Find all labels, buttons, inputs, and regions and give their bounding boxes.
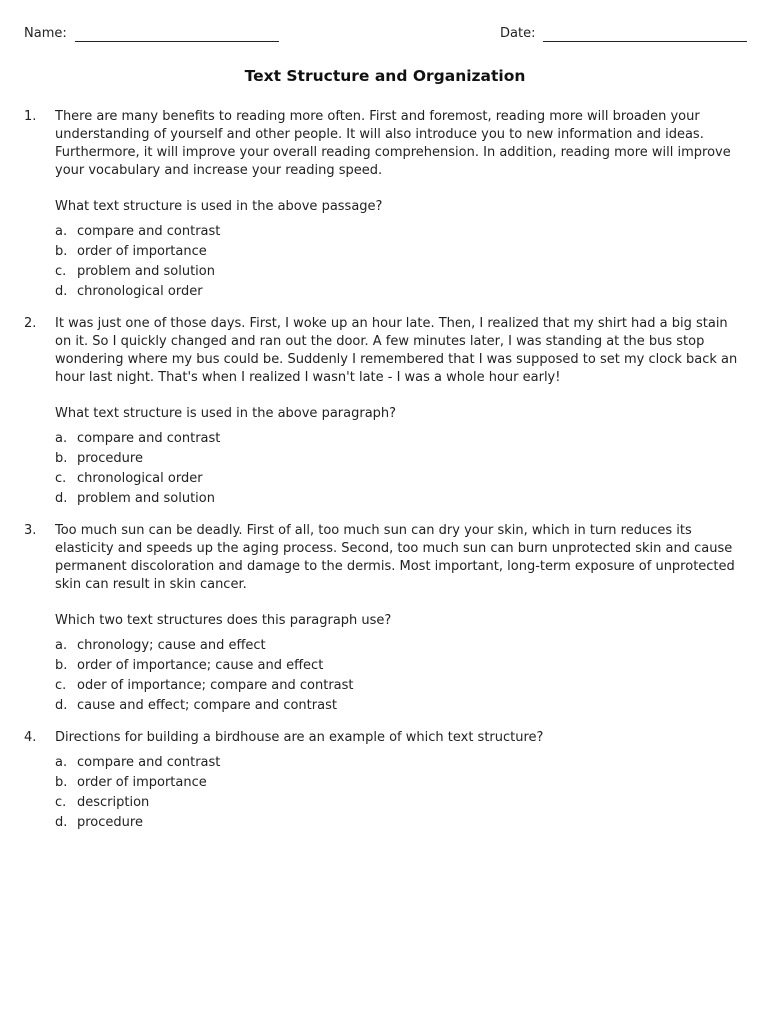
choice-letter: d. xyxy=(55,491,68,506)
choice-letter: b. xyxy=(55,658,68,673)
choice-letter: c. xyxy=(55,795,67,810)
answer-choice-d[interactable] xyxy=(55,813,740,833)
question-prompt: What text structure is used in the above passage? xyxy=(55,199,383,214)
choice-text: order of importance xyxy=(77,775,207,790)
answer-choice-a[interactable] xyxy=(55,429,740,449)
answer-choices xyxy=(55,636,740,716)
choice-text: order of importance xyxy=(77,244,207,259)
choice-text: problem and solution xyxy=(77,491,215,506)
answer-choice-c[interactable] xyxy=(55,469,740,489)
answer-choice-a[interactable] xyxy=(55,753,740,773)
answer-choice-c[interactable] xyxy=(55,676,740,696)
question-number: 3. xyxy=(24,523,37,538)
choice-text: compare and contrast xyxy=(77,755,221,770)
choice-text: chronological order xyxy=(77,284,203,299)
date-blank-line xyxy=(543,29,747,42)
choice-letter: c. xyxy=(55,471,67,486)
answer-choices xyxy=(55,222,740,302)
choice-text: compare and contrast xyxy=(77,224,221,239)
name-label: Name: xyxy=(24,26,67,41)
choice-letter: a. xyxy=(55,638,68,653)
question-passage: Too much sun can be deadly. First of all, too much sun can dry your skin, which in turn reduces its elasticity and speeds up the aging process. Second, too much sun can burn unprotected skin and cause permanent discoloration and damage to the dermis. Most important, long-term exposure of unprotected skin can result in skin cancer. xyxy=(55,523,735,592)
answer-choice-b[interactable] xyxy=(55,242,740,262)
choice-letter: b. xyxy=(55,775,68,790)
answer-choice-b[interactable] xyxy=(55,656,740,676)
choice-text: compare and contrast xyxy=(77,431,221,446)
question-number: 1. xyxy=(24,109,37,124)
choice-letter: b. xyxy=(55,244,68,259)
choice-letter: d. xyxy=(55,284,68,299)
date-field xyxy=(500,26,747,42)
answer-choice-b[interactable] xyxy=(55,773,740,793)
choice-text: chronological order xyxy=(77,471,203,486)
question-prompt: Which two text structures does this paragraph use? xyxy=(55,613,392,628)
question-body xyxy=(55,108,740,302)
choice-text: oder of importance; compare and contrast xyxy=(77,678,354,693)
answer-choice-d[interactable] xyxy=(55,696,740,716)
question-number: 4. xyxy=(24,730,37,745)
question-body xyxy=(55,522,740,716)
question-number: 2. xyxy=(24,316,37,331)
choice-letter: b. xyxy=(55,451,68,466)
answer-choice-a[interactable] xyxy=(55,636,740,656)
answer-choices xyxy=(55,753,740,833)
question-passage: It was just one of those days. First, I woke up an hour late. Then, I realized that my shirt had a big stain on it. So I quickly changed and ran out the door. A few minutes later, I was standing at the bus stop wondering where my bus could be. Suddenly I remembered that I was supposed to set my clock back an hour last night. That's when I realized I wasn't late - I was a whole hour early! xyxy=(55,316,738,385)
choice-letter: d. xyxy=(55,815,68,830)
answer-choice-d[interactable] xyxy=(55,489,740,509)
choice-letter: d. xyxy=(55,698,68,713)
choice-text: procedure xyxy=(77,451,143,466)
answer-choice-d[interactable] xyxy=(55,282,740,302)
choice-text: procedure xyxy=(77,815,143,830)
choice-text: chronology; cause and effect xyxy=(77,638,266,653)
choice-letter: c. xyxy=(55,264,67,279)
question-body xyxy=(55,729,740,833)
question-body xyxy=(55,315,740,509)
answer-choices xyxy=(55,429,740,509)
choice-text: order of importance; cause and effect xyxy=(77,658,324,673)
choice-text: problem and solution xyxy=(77,264,215,279)
question-prompt: Directions for building a birdhouse are an example of which text structure? xyxy=(55,730,544,745)
answer-choice-a[interactable] xyxy=(55,222,740,242)
answer-choice-b[interactable] xyxy=(55,449,740,469)
choice-letter: a. xyxy=(55,224,68,239)
choice-text: cause and effect; compare and contrast xyxy=(77,698,337,713)
date-label: Date: xyxy=(500,26,536,41)
choice-text: description xyxy=(77,795,150,810)
answer-choice-c[interactable] xyxy=(55,793,740,813)
answer-choice-c[interactable] xyxy=(55,262,740,282)
choice-letter: a. xyxy=(55,431,68,446)
name-field xyxy=(24,26,279,42)
name-blank-line xyxy=(75,29,279,42)
choice-letter: a. xyxy=(55,755,68,770)
question-prompt: What text structure is used in the above paragraph? xyxy=(55,406,397,421)
choice-letter: c. xyxy=(55,678,67,693)
page-title: Text Structure and Organization xyxy=(244,67,526,85)
question-passage: There are many benefits to reading more often. First and foremost, reading more will broaden your understanding of yourself and other people. It will also introduce you to new information and ideas. Furthermore, it will improve your overall reading comprehension. In addition, reading more will improve your vocabulary and increase your reading speed. xyxy=(55,109,731,178)
